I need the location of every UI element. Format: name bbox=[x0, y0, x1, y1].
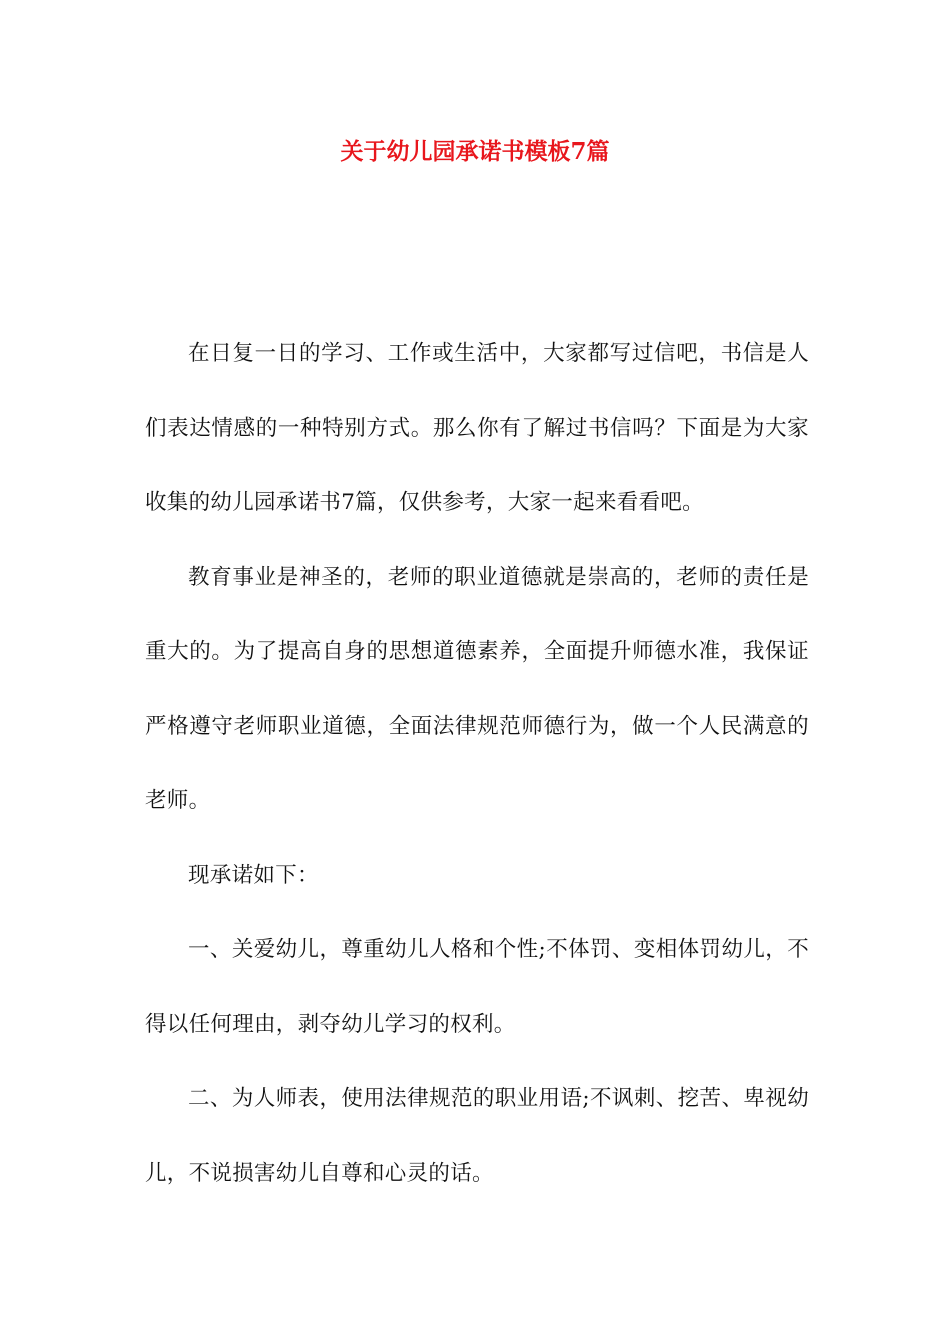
document-title: 关于幼儿园承诺书模板7篇 bbox=[340, 138, 610, 165]
paragraph-item-one: 一、关爱幼儿，尊重幼儿人格和个性;不体罚、变相体罚幼儿，不得以任何理由，剥夺幼儿学习的权利。 bbox=[145, 937, 809, 1037]
document-body bbox=[145, 317, 809, 1211]
paragraph-item-two: 二、为人师表，使用法律规范的职业用语;不讽刺、挖苦、卑视幼儿，不说损害幼儿自尊和心灵的话。 bbox=[145, 1086, 809, 1186]
paragraph-commitment-heading: 现承诺如下： bbox=[188, 862, 319, 888]
paragraph-ethics: 教育事业是神圣的，老师的职业道德就是崇高的，老师的责任是重大的。为了提高自身的思想道德素养，全面提升师德水准，我保证严格遵守老师职业道德，全面法律规范师德行为，做一个人民满意的老师。 bbox=[145, 564, 809, 813]
paragraph-intro: 在日复一日的学习、工作或生活中，大家都写过信吧，书信是人们表达情感的一种特别方式。那么你有了解过书信吗？下面是为大家收集的幼儿园承诺书7篇，仅供参考，大家一起来看看吧。 bbox=[145, 341, 809, 515]
